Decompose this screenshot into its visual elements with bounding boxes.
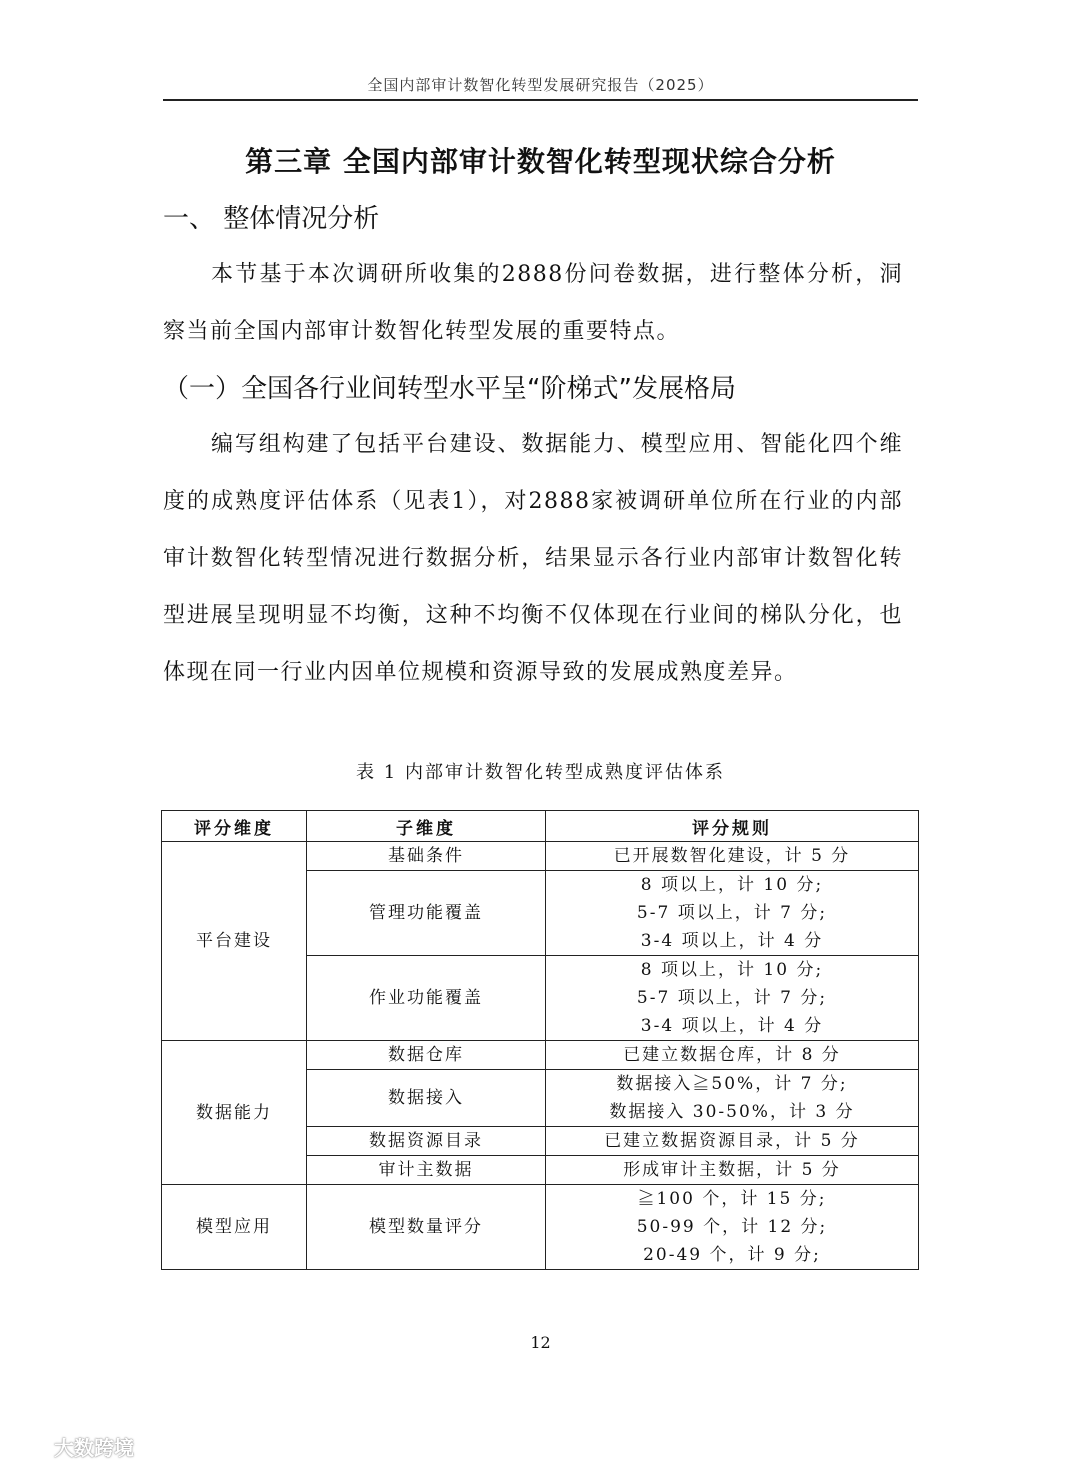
section-title: 一、 整体情况分析 bbox=[163, 204, 380, 234]
sub-dimension-cell: 模型数量评分 bbox=[307, 1185, 546, 1270]
rule-cell bbox=[546, 842, 919, 871]
paragraph-2: 编写组构建了包括平台建设、数据能力、模型应用、智能化四个维度的成熟度评估体系（见表1），对2888家被调研单位所在行业的内部审计数智化转型情况进行数据分析，结果显示各行业内部审计数智化转型进展呈现明显不均衡，这种不均衡不仅体现在行业间的梯队分化，也体现在同一行业内因单位规模和资源导致的发展成熟度差异。 bbox=[163, 432, 903, 685]
table-row bbox=[162, 1185, 919, 1270]
dimension-cell: 平台建设 bbox=[162, 842, 307, 1041]
rule-line: 已建立数据资源目录，计 5 分 bbox=[604, 1131, 860, 1151]
sub-dimension-cell: 审计主数据 bbox=[307, 1156, 546, 1185]
rule-cell bbox=[546, 1185, 919, 1270]
table-header-cell: 子维度 bbox=[307, 811, 546, 842]
rule-cell bbox=[546, 1070, 919, 1127]
subsection-title: （一）全国各行业间转型水平呈“阶梯式”发展格局 bbox=[163, 374, 736, 404]
rule-cell bbox=[546, 956, 919, 1041]
rule-line: 3-4 项以上，计 4 分 bbox=[640, 931, 824, 951]
table-row bbox=[162, 1041, 919, 1070]
table-row bbox=[162, 842, 919, 871]
rule-line: 8 项以上，计 10 分; bbox=[640, 960, 824, 980]
rule-line: 已开展数智化建设，计 5 分 bbox=[613, 846, 851, 866]
rule-line: 数据接入 30-50%，计 3 分 bbox=[609, 1102, 855, 1122]
sub-dimension-cell: 数据接入 bbox=[307, 1070, 546, 1127]
rule-line: 数据接入≧50%，计 7 分; bbox=[616, 1074, 848, 1094]
sub-dimension-cell: 数据仓库 bbox=[307, 1041, 546, 1070]
watermark-text: 大数跨境 bbox=[54, 1436, 134, 1460]
rule-cell bbox=[546, 871, 919, 956]
rule-line: 5-7 项以上，计 7 分; bbox=[636, 988, 828, 1008]
page-header: 全国内部审计数智化转型发展研究报告（2025） bbox=[367, 76, 714, 94]
sub-dimension-cell: 数据资源目录 bbox=[307, 1127, 546, 1156]
rule-line: 20-49 个，计 9 分; bbox=[643, 1245, 821, 1265]
rule-line: 8 项以上，计 10 分; bbox=[640, 875, 824, 895]
rule-line: 形成审计主数据，计 5 分 bbox=[623, 1160, 841, 1180]
watermark bbox=[10, 1432, 134, 1461]
header-rule bbox=[163, 99, 918, 101]
chapter-title: 第三章 全国内部审计数智化转型现状综合分析 bbox=[245, 145, 836, 178]
page-number: 12 bbox=[530, 1333, 551, 1352]
table-header-cell: 评分维度 bbox=[162, 811, 307, 842]
dimension-cell: 数据能力 bbox=[162, 1041, 307, 1185]
rule-cell bbox=[546, 1156, 919, 1185]
table-caption: 表 1 内部审计数智化转型成熟度评估体系 bbox=[356, 762, 725, 783]
brand-logo-icon bbox=[10, 1435, 50, 1459]
rule-cell bbox=[546, 1041, 919, 1070]
rule-line: 50-99 个，计 12 分; bbox=[636, 1217, 828, 1237]
sub-dimension-cell: 作业功能覆盖 bbox=[307, 956, 546, 1041]
rule-line: 3-4 项以上，计 4 分 bbox=[640, 1016, 824, 1036]
rule-line: ≧100 个，计 15 分; bbox=[637, 1189, 827, 1209]
rule-line: 已建立数据仓库，计 8 分 bbox=[623, 1045, 841, 1065]
rule-cell bbox=[546, 1127, 919, 1156]
table-header-row bbox=[162, 811, 919, 842]
scoring-table bbox=[161, 810, 919, 1270]
sub-dimension-cell: 管理功能覆盖 bbox=[307, 871, 546, 956]
sub-dimension-cell: 基础条件 bbox=[307, 842, 546, 871]
table-body bbox=[162, 842, 919, 1270]
paragraph-1: 本节基于本次调研所收集的2888份问卷数据，进行整体分析，洞察当前全国内部审计数智化转型发展的重要特点。 bbox=[163, 262, 903, 344]
table-header-cell: 评分规则 bbox=[546, 811, 919, 842]
rule-line: 5-7 项以上，计 7 分; bbox=[636, 903, 828, 923]
dimension-cell: 模型应用 bbox=[162, 1185, 307, 1270]
